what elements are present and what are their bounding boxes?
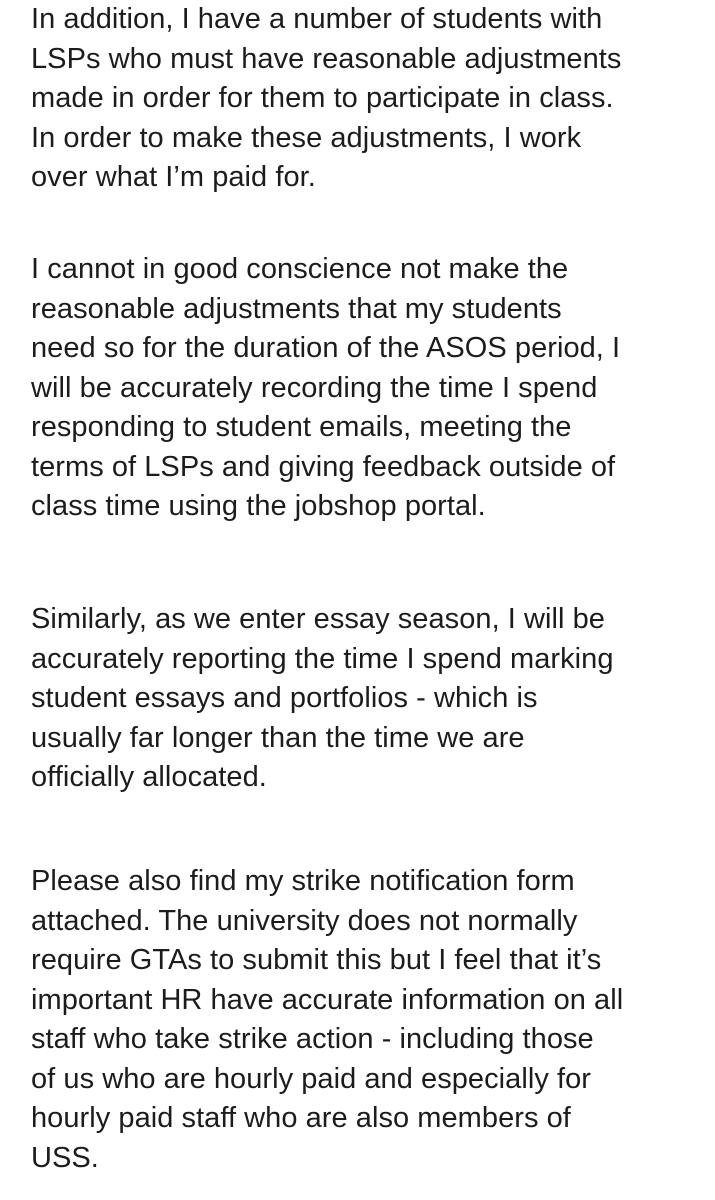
paragraph-strike-notification xyxy=(31,862,711,1178)
text-line: officially allocated. xyxy=(31,761,267,793)
text-line: terms of LSPs and giving feedback outside of xyxy=(31,450,616,483)
text-line: made in order for them to participate in class. xyxy=(31,82,614,114)
paragraph-reasonable-adjustments xyxy=(31,0,711,198)
text-line: staff who take strike action - including those xyxy=(31,1023,594,1055)
text-line: important HR have accurate information on all xyxy=(31,983,624,1016)
text-line: need so for the duration of the ASOS period, I xyxy=(31,332,621,364)
text-line: class time using the jobshop portal. xyxy=(31,490,486,522)
text-line: I cannot in good conscience not make the xyxy=(31,253,569,285)
text-line: require GTAs to submit this but I feel that it’s xyxy=(31,944,602,976)
text-line: over what I’m paid for. xyxy=(31,161,316,193)
text-line: LSPs who must have reasonable adjustments xyxy=(31,42,622,75)
text-line: Please also find my strike notification form xyxy=(31,865,575,897)
text-line: usually far longer than the time we are xyxy=(31,721,525,754)
text-line: attached. The university does not normally xyxy=(31,904,578,937)
paragraph-recording-time xyxy=(31,250,711,527)
text-line: responding to student emails, meeting the xyxy=(31,411,572,443)
text-line: USS. xyxy=(31,1141,99,1174)
text-line: student essays and portfolios - which is xyxy=(31,682,538,714)
text-line: of us who are hourly paid and especially for xyxy=(31,1062,591,1095)
text-line: accurately reporting the time I spend marking xyxy=(31,642,614,675)
text-line: hourly paid staff who are also members of xyxy=(31,1102,571,1134)
text-line: In addition, I have a number of students with xyxy=(31,3,603,35)
text-line: In order to make these adjustments, I work xyxy=(31,121,582,154)
text-line: reasonable adjustments that my students xyxy=(31,292,562,325)
text-line: Similarly, as we enter essay season, I will be xyxy=(31,603,605,635)
text-line: will be accurately recording the time I spend xyxy=(31,371,598,404)
paragraph-essay-season xyxy=(31,600,711,798)
